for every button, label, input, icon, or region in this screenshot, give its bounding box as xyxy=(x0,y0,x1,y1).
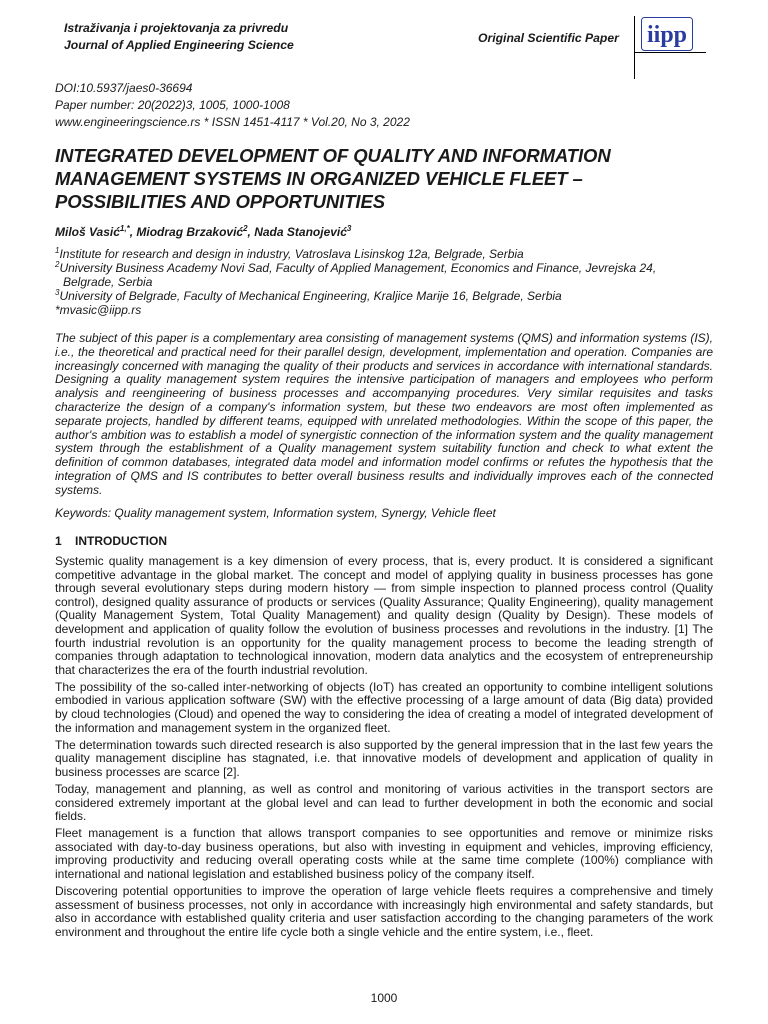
affiliation-item xyxy=(55,289,715,303)
header-vertical-rule xyxy=(634,16,635,79)
contact-email: *mvasic@iipp.rs xyxy=(55,303,142,317)
section-title: INTRODUCTION xyxy=(75,534,167,548)
iipp-logo xyxy=(641,17,693,51)
author-affil-mark: 3 xyxy=(346,224,352,233)
paragraph: Fleet management is a function that allows transport companies to see opportunities and remove or minimize risks associated with day-to-day business operations, but also with investing in equipment and vehicles, improving efficiency, improving productivity and reducing overall operating costs while at the same time complete (100%) compliance with international and national legislation and established business policy of the company itself. xyxy=(55,826,713,882)
author-separator: , xyxy=(247,225,255,239)
paragraph: Discovering potential opportunities to improve the operation of large vehicle fleets requires a comprehensive and timely assessment of business processes, not only in accordance with increasingly high environmental and safety standards, but also in accordance with established quality criteria and user satisfaction according to the changing parameters of the work environment and throughout the entire life cycle both a single vehicle and the entire system, i.e., fleet. xyxy=(55,884,713,939)
abstract: The subject of this paper is a complementary area consisting of management systems (QMS) and information systems (IS), i.e., the theoretical and practical need for their parallel design, development, implementation and operation. Companies are increasingly concerned with managing the quality of their products and services in accordance with international standards. Designing a quality management system requires the intensive participation of managers and employees who perform analysis and reengineering of business processes and accompanying procedures. Very similar requisites and tasks characterize the design of a company's information system, but these two endeavors are most often implemented as separate projects, handled by different teams, equipped with unrelated methodologies. Within the scope of this paper, the author's ambition was to establish a model of synergistic connection of the information system and the quality management system through the establishment of a Quality management system suitability function and check to what extent the definition of common databases, integrated data model and information model confirms or refutes the hypothesis that the integration of QMS and IS contributes to better overall business results and individually improves each of the connected systems. xyxy=(55,331,713,497)
affiliations xyxy=(55,247,715,317)
affiliation-continuation: Belgrade, Serbia xyxy=(63,275,153,289)
section-heading xyxy=(55,534,167,548)
affiliation-text: University of Belgrade, Faculty of Mechanical Engineering, Kraljice Marije 16, Belgrade, Serbia xyxy=(59,289,562,303)
paper-type-label: Original Scientific Paper xyxy=(478,31,619,45)
author-name: Miodrag Brzaković xyxy=(136,225,244,239)
author-separator: , xyxy=(129,225,137,239)
journal-name-english: Journal of Applied Engineering Science xyxy=(64,38,294,52)
author-list xyxy=(55,225,351,239)
body-text xyxy=(55,555,713,943)
paragraph: Today, management and planning, as well as control and monitoring of various activities in the transport sectors are considered extremely important at the global level and can lead to further development in both the economic and social fields. xyxy=(55,782,713,824)
journal-name-local: Istraživanja i projektovanja za privredu xyxy=(64,21,289,35)
author-affil-mark: 2 xyxy=(243,224,248,233)
affiliation-item xyxy=(55,261,715,275)
paper-number: Paper number: 20(2022)3, 1005, 1000-1008 xyxy=(55,98,290,112)
article-meta xyxy=(55,80,410,131)
paragraph: The determination towards such directed research is also supported by the general impression that in the last few years the quality management discipline has stagnated, i.e. that innovative models of development and application of quality in business processes are scarce [2]. xyxy=(55,737,713,779)
author-affil-mark: 1,* xyxy=(119,224,130,233)
affiliation-item xyxy=(55,247,715,261)
header-horizontal-rule xyxy=(634,52,706,53)
logo-text: iipp xyxy=(646,22,688,48)
journal-header xyxy=(64,20,294,54)
page-number: 1000 xyxy=(370,991,398,1005)
paper-title: INTEGRATED DEVELOPMENT OF QUALITY AND INFORMATION MANAGEMENT SYSTEMS IN ORGANIZED VEHICLE FLEET – POSSIBILITIES AND OPPORTUNITIES xyxy=(55,145,611,212)
doi: DOI:10.5937/jaes0-36694 xyxy=(55,81,193,95)
section-number: 1 xyxy=(55,534,62,548)
author-name: Nada Stanojević xyxy=(254,225,347,239)
affiliation-mark: 2 xyxy=(55,260,60,269)
author-name: Miloš Vasić xyxy=(55,225,120,239)
affiliation-text: Institute for research and design in industry, Vatroslava Lisinskog 12a, Belgrade, Serbia xyxy=(59,247,524,261)
affiliation-text: University Business Academy Novi Sad, Faculty of Applied Management, Economics and Finance, Jevrejska 24, xyxy=(59,261,657,275)
affiliation-mark: 1 xyxy=(55,246,60,255)
affiliation-mark: 3 xyxy=(55,288,60,297)
keywords: Keywords: Quality management system, Information system, Synergy, Vehicle fleet xyxy=(55,506,496,520)
web-issn: www.engineeringscience.rs * ISSN 1451-4117 * Vol.20, No 3, 2022 xyxy=(55,115,410,129)
paragraph: Systemic quality management is a key dimension of every process, that is, every product. It is considered a significant competitive advantage in the global market. The concept and model of applying quality in business processes has gone through several evolutionary steps during modern history — from simple inspection to planned process control (Quality control), designed quality assurance of products or services (Quality Assurance; Quality Engineering), quality management (Quality Management System, Total Quality Management) and quality design (Quality by Design). These models of development and application of quality follow the evolution of business processes and revolutions in the industry. [1] The fourth industrial revolution is an opportunity for the quality management process to become the leading strength of companies through adaptation to technological innovation, modern data analytics and the ecosystem of entrepreneurship that characterizes the era of the fourth industrial revolution. xyxy=(55,554,713,677)
paragraph: The possibility of the so-called inter-networking of objects (IoT) has created an opportunity to combine intelligent solutions embodied in various application software (SW) with the effective processing of a large amount of data (Big data) provided by cloud technologies (Cloud) and opened the way to considering the idea of creating a model of integrated development of the information and management system in the organized fleet. xyxy=(55,679,713,735)
